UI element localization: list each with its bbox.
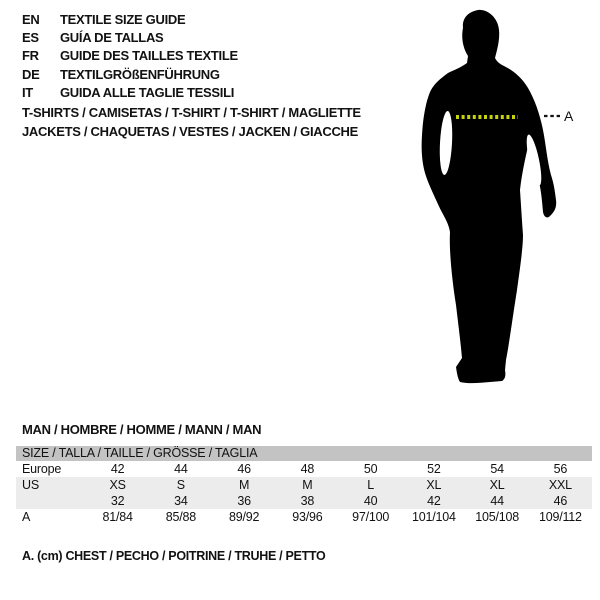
language-list	[22, 11, 238, 102]
language-row	[22, 11, 238, 29]
size-cell: 89/92	[228, 510, 260, 524]
size-cell: 52	[427, 462, 441, 476]
size-cell: 105/108	[475, 510, 520, 524]
language-label: TEXTILGRÖßENFÜHRUNG	[60, 66, 220, 82]
size-cell: 93/96	[292, 510, 323, 524]
language-row	[22, 47, 238, 65]
size-cell: 48	[300, 462, 315, 476]
language-label: GUIDA ALLE TAGLIE TESSILI	[60, 84, 235, 100]
table-row-us	[16, 477, 592, 493]
size-cell: XL	[426, 478, 442, 492]
size-cell: 97/100	[352, 510, 390, 524]
row-label: Europe	[22, 462, 62, 476]
size-table	[16, 446, 592, 525]
man-silhouette-figure	[390, 0, 600, 400]
row-label	[16, 493, 86, 509]
table-row-europe	[16, 461, 592, 477]
size-cell: 38	[300, 494, 315, 508]
language-row	[22, 84, 238, 102]
language-label: GUIDE DES TAILLES TEXTILE	[60, 48, 238, 64]
language-code: EN	[22, 12, 40, 27]
table-header: SIZE / TALLA / TAILLE / GRÖSSE / TAGLIA	[16, 446, 592, 461]
size-cell: XS	[109, 478, 126, 492]
row-label: US	[22, 478, 39, 492]
language-code: IT	[22, 84, 33, 100]
size-cell: M	[302, 478, 313, 492]
category-line-jackets: JACKETS / CHAQUETAS / VESTES / JACKEN / GIACCHE	[22, 123, 358, 139]
section-title: MAN / HOMBRE / HOMME / MANN / MAN	[22, 422, 262, 437]
table-row-chest-cm	[16, 509, 592, 525]
language-row	[22, 29, 238, 47]
size-cell: 40	[363, 494, 378, 508]
man-silhouette	[422, 10, 557, 383]
size-cell: 46	[553, 494, 568, 508]
size-cell: 50	[363, 462, 378, 476]
category-list	[22, 104, 361, 141]
language-label: GUÍA DE TALLAS	[60, 30, 164, 46]
language-code: ES	[22, 30, 39, 46]
size-cell: 81/84	[102, 510, 133, 524]
size-cell: 46	[237, 462, 251, 476]
size-cell: S	[176, 478, 185, 492]
size-cell: 54	[490, 462, 504, 476]
size-cell: 32	[110, 494, 125, 508]
measurement-footnote: A. (cm) CHEST / PECHO / POITRINE / TRUHE / PETTO	[22, 549, 326, 563]
size-cell: L	[367, 478, 374, 492]
size-cell: XL	[489, 478, 505, 492]
size-cell: 44	[490, 494, 504, 508]
row-label: A	[22, 510, 31, 524]
size-cell: 109/112	[538, 510, 582, 524]
size-cell: 44	[174, 462, 188, 476]
size-cell: 56	[553, 462, 568, 476]
measure-label-a: A	[564, 108, 574, 124]
size-cell: 34	[174, 494, 188, 508]
size-cell: 36	[237, 494, 251, 508]
category-line-tshirts: T-SHIRTS / CAMISETAS / T-SHIRT / T-SHIRT / MAGLIETTE	[22, 105, 361, 120]
language-code: FR	[22, 48, 39, 64]
size-cell: 42	[110, 462, 125, 476]
language-row	[22, 66, 238, 84]
size-cell: XXL	[548, 478, 572, 492]
size-cell: 42	[427, 494, 441, 508]
size-cell: 85/88	[165, 510, 197, 524]
language-code: DE	[22, 66, 40, 82]
size-cell: M	[239, 478, 250, 492]
size-cell: 101/104	[411, 510, 456, 524]
language-label: TEXTILE SIZE GUIDE	[60, 12, 186, 27]
table-row-us-numeric	[16, 493, 592, 509]
